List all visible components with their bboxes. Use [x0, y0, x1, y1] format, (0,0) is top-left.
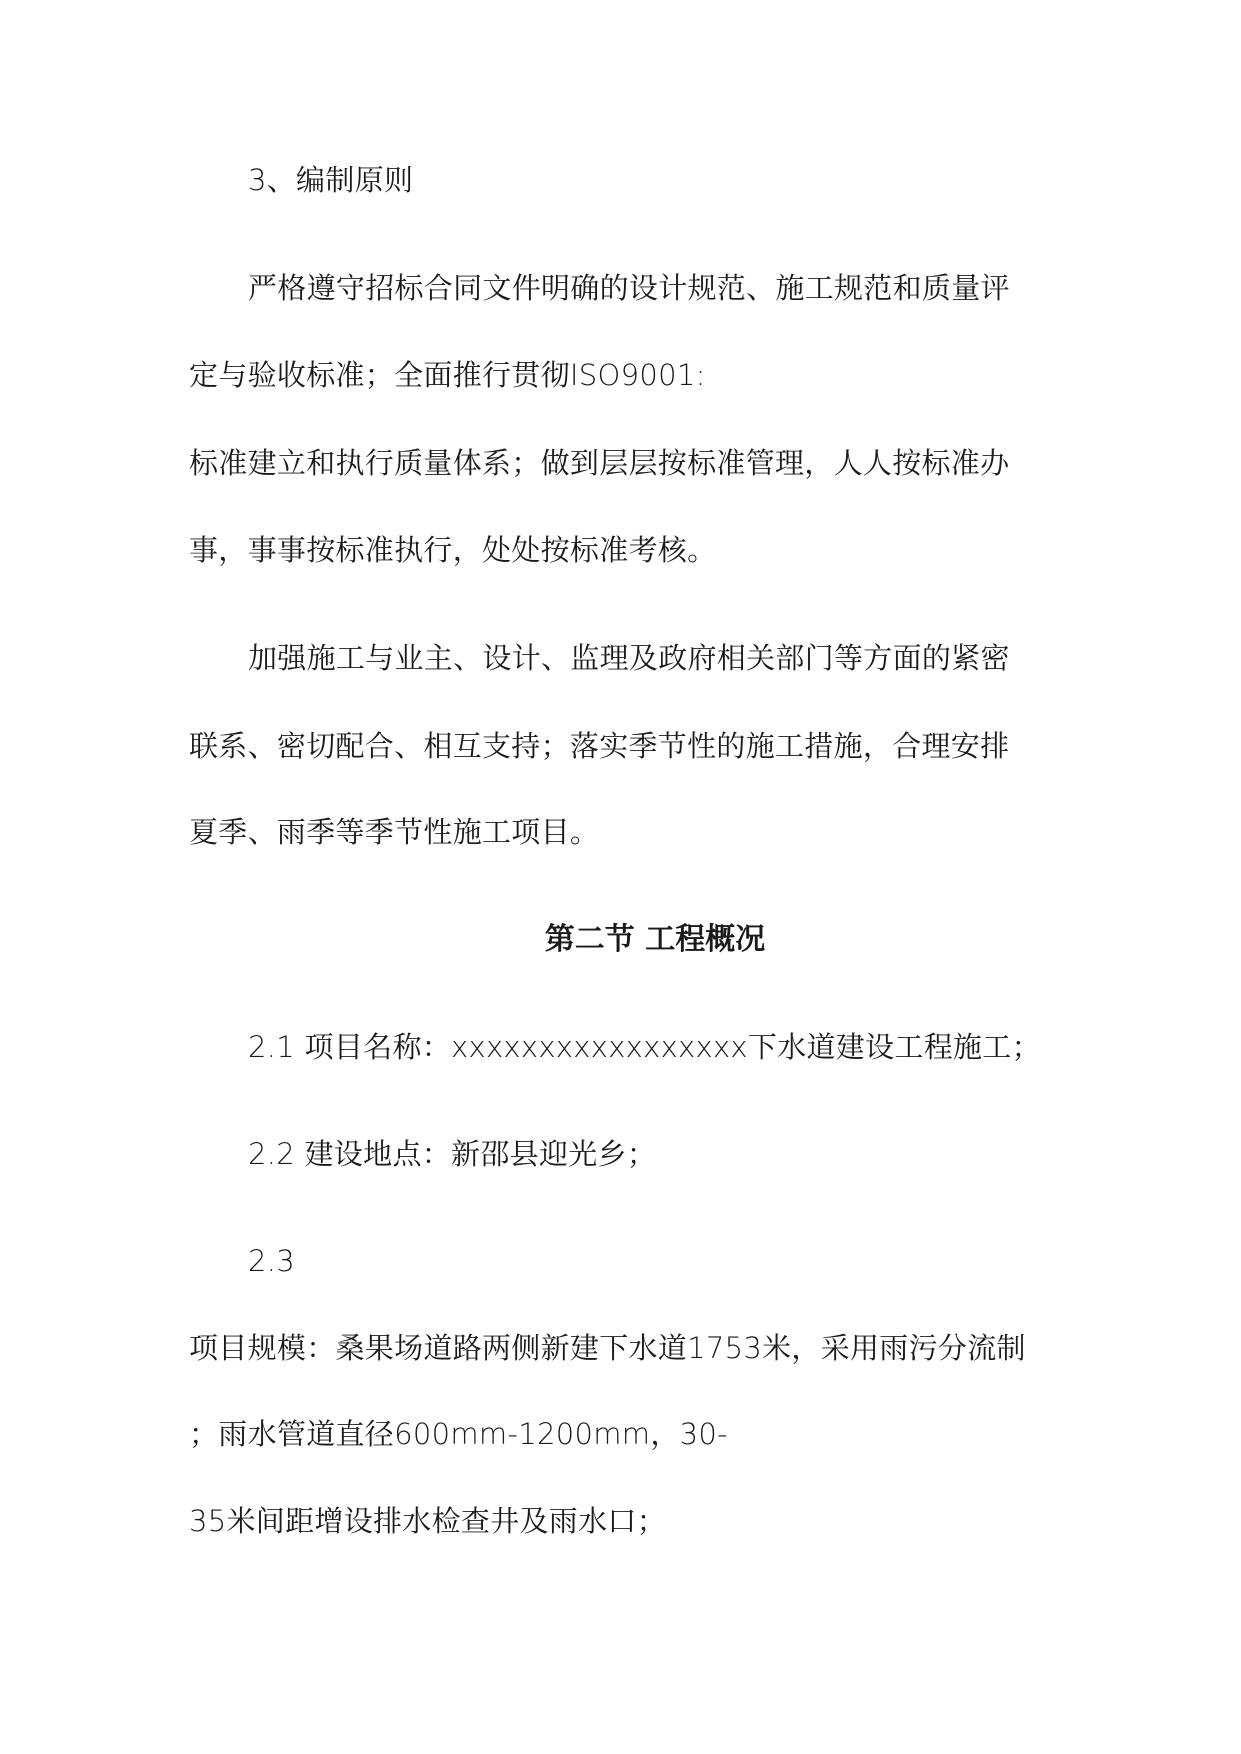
- subheading-principles: 3、编制原则: [248, 163, 414, 197]
- paragraph-line: 严格遵守招标合同文件明确的设计规范、施工规范和质量评: [248, 271, 1010, 305]
- paragraph-line: 定与验收标准；全面推行贯彻ISO9001:: [189, 358, 706, 392]
- paragraph-line: 加强施工与业主、设计、监理及政府相关部门等方面的紧密: [248, 641, 1010, 675]
- paragraph-line: 2.1 项目名称：xxxxxxxxxxxxxxxxx下水道建设工程施工；: [248, 1030, 1041, 1064]
- paragraph-line: 夏季、雨季等季节性施工项目。: [189, 815, 600, 849]
- paragraph-line: 联系、密切配合、相互支持；落实季节性的施工措施，合理安排: [189, 729, 1010, 763]
- paragraph-line: 2.2 建设地点：新邵县迎光乡；: [248, 1137, 657, 1171]
- paragraph-line: 2.3: [248, 1244, 296, 1278]
- paragraph-line: 35米间距增设排水检查井及雨水口；: [189, 1504, 667, 1538]
- paragraph-line: ；雨水管道直径600mm-1200mm，30-: [189, 1417, 728, 1451]
- paragraph-line: 事，事事按标准执行，处处按标准考核。: [189, 533, 717, 567]
- paragraph-line: 项目规模：桑果场道路两侧新建下水道1753米，采用雨污分流制: [189, 1331, 1026, 1365]
- paragraph-line: 标准建立和执行质量体系；做到层层按标准管理，人人按标准办: [189, 446, 1010, 480]
- section-heading: 第二节 工程概况: [544, 922, 766, 957]
